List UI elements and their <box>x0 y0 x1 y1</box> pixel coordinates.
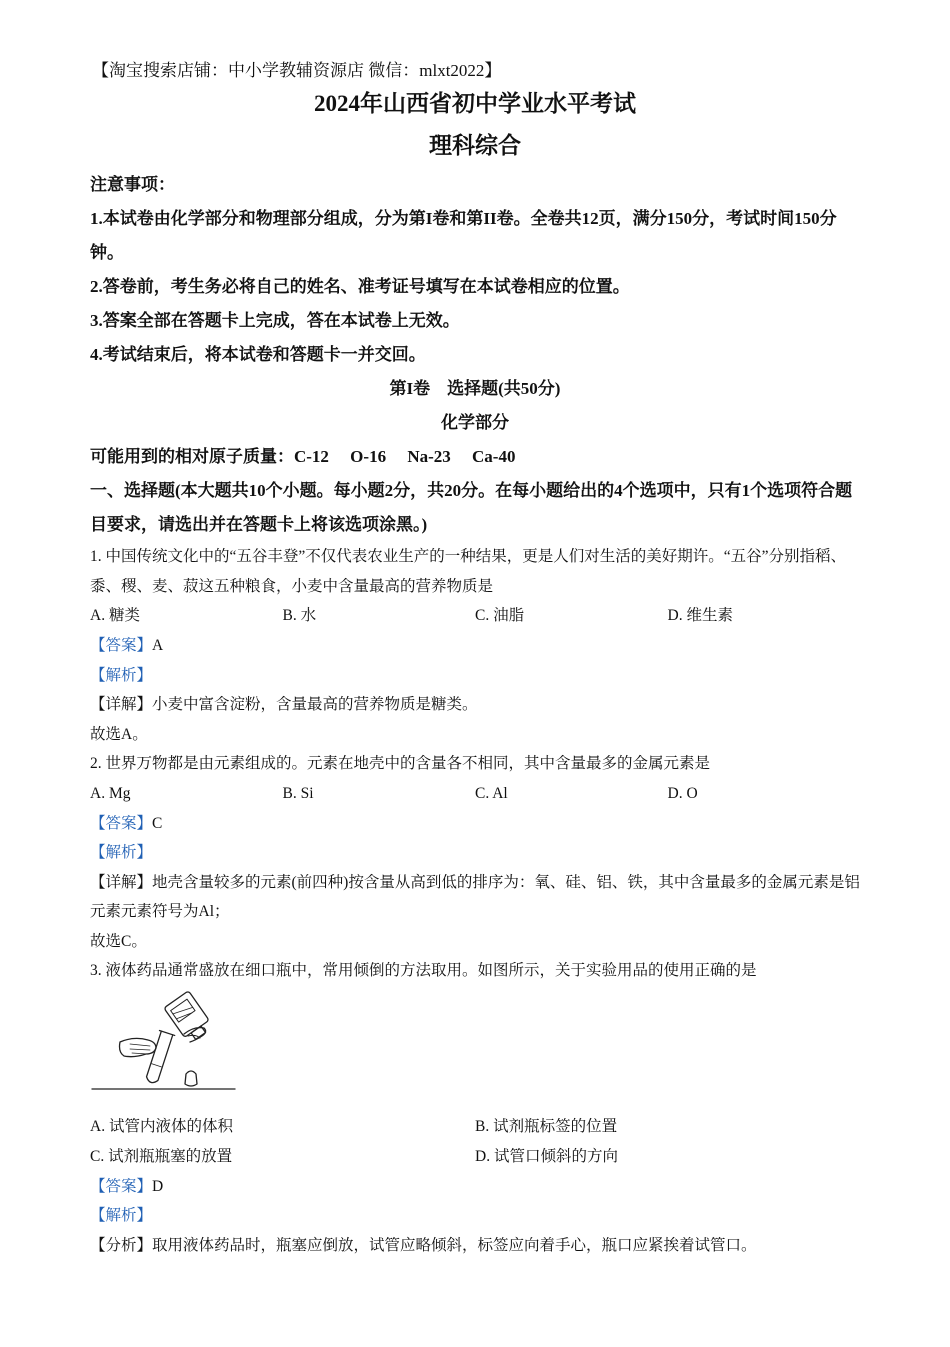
conclusion-line: 故选A。 <box>90 725 148 743</box>
question-3-stem: 3. 液体药品通常盛放在细口瓶中，常用倾倒的方法取用。如图所示，关于实验用品的使用正确的是 <box>90 962 757 979</box>
answer-value: D <box>152 1177 164 1195</box>
part-heading: 化学部分 <box>441 413 509 432</box>
question-3-options-row2 <box>90 1142 860 1172</box>
bottle-stopper <box>185 1071 197 1086</box>
analysis-tag: 【解析】 <box>90 666 153 684</box>
question-3-options-row1 <box>90 1112 860 1142</box>
exam-page <box>90 58 860 1260</box>
option-a: A. Mg <box>90 784 131 802</box>
answer-tag: 【答案】 <box>90 1177 153 1195</box>
option-d: D. 试管口倾斜的方向 <box>475 1147 618 1165</box>
analysis-tag: 【解析】 <box>90 844 153 861</box>
fenxi-tag: 【分析】 <box>90 1236 153 1254</box>
conclusion-line: 故选C。 <box>90 932 147 950</box>
exam-subtitle: 理科综合 <box>429 133 521 158</box>
option-b: B. 试剂瓶标签的位置 <box>475 1117 618 1135</box>
detail-tag: 【详解】 <box>90 696 153 713</box>
section-instructions: 一、选择题(本大题共10个小题。每小题2分，共20分。在每小题给出的4个选项中，只有1个选项符合题目要求，请选出并在答题卡上将该选项涂黑。) <box>90 481 853 534</box>
pouring-liquid-figure <box>90 988 860 1112</box>
atomic-mass-line: 可能用到的相对原子质量：C-12 O-16 Na-23 Ca-40 <box>90 447 516 466</box>
option-d: D. O <box>667 784 698 802</box>
answer-tag: 【答案】 <box>90 637 153 654</box>
notice-item-3: 3.答案全部在答题卡上完成，答在本试卷上无效。 <box>90 311 460 330</box>
analysis-line <box>90 661 860 691</box>
exam-title: 2024年山西省初中学业水平考试 <box>314 91 636 116</box>
notice-item-1: 1.本试卷由化学部分和物理部分组成，分为第I卷和第II卷。全卷共12页，满分150分，考试时间150分钟。 <box>90 209 837 262</box>
option-d: D. 维生素 <box>667 607 733 624</box>
answer-value: A <box>152 637 164 654</box>
notice-item-2: 2.答卷前，考生务必将自己的姓名、准考证号填写在本试卷相应的位置。 <box>90 277 630 296</box>
analysis-line <box>90 838 860 868</box>
option-b: B. Si <box>282 784 314 802</box>
question-2-stem: 2. 世界万物都是由元素组成的。元素在地壳中的含量各不相同，其中含量最多的金属元素是 <box>90 755 711 772</box>
option-a: A. 试管内液体的体积 <box>90 1117 233 1135</box>
analysis-tag: 【解析】 <box>90 1207 153 1224</box>
question-1-options <box>90 601 860 631</box>
notice-heading: 注意事项： <box>90 175 175 194</box>
detail-text: 小麦中富含淀粉，含量最高的营养物质是糖类。 <box>152 696 478 713</box>
analysis-line <box>90 1201 860 1231</box>
option-c: C. 油脂 <box>475 607 525 624</box>
detail-line <box>90 690 860 720</box>
option-c: C. Al <box>475 784 508 802</box>
shop-note: 【淘宝搜索店铺：中小学教辅资源店 微信：mlxt2022】 <box>92 61 502 80</box>
detail-text: 地壳含量较多的元素(前四种)按含量从高到低的排序为：氧、硅、铝、铁，其中含量最多的金属元素是铝元素元素符号为Al； <box>90 873 860 920</box>
detail-line <box>90 868 860 927</box>
lower-hand <box>120 1038 157 1056</box>
pouring-illustration <box>90 988 240 1112</box>
option-a: A. 糖类 <box>90 607 140 624</box>
option-c: C. 试剂瓶瓶塞的放置 <box>90 1147 233 1165</box>
answer-line <box>90 631 860 661</box>
question-2-options <box>90 779 860 809</box>
question-1-stem: 1. 中国传统文化中的“五谷丰登”不仅代表农业生产的一种结果，更是人们对生活的美好期许。“五谷”分别指稻、黍、稷、麦、菽这五种粮食，小麦中含量最高的营养物质是 <box>90 548 847 595</box>
answer-value: C <box>152 814 163 832</box>
answer-line <box>90 809 860 839</box>
answer-line <box>90 1172 860 1202</box>
detail-tag: 【详解】 <box>90 873 153 891</box>
option-b: B. 水 <box>282 607 317 624</box>
fenxi-line <box>90 1231 860 1261</box>
test-tube <box>143 1030 174 1084</box>
notice-item-4: 4.考试结束后，将本试卷和答题卡一并交回。 <box>90 345 426 364</box>
volume-heading: 第I卷 选择题(共50分) <box>389 379 561 398</box>
fenxi-text: 取用液体药品时，瓶塞应倒放，试管应略倾斜，标签应向着手心，瓶口应紧挨着试管口。 <box>152 1236 757 1254</box>
answer-tag: 【答案】 <box>90 814 153 832</box>
